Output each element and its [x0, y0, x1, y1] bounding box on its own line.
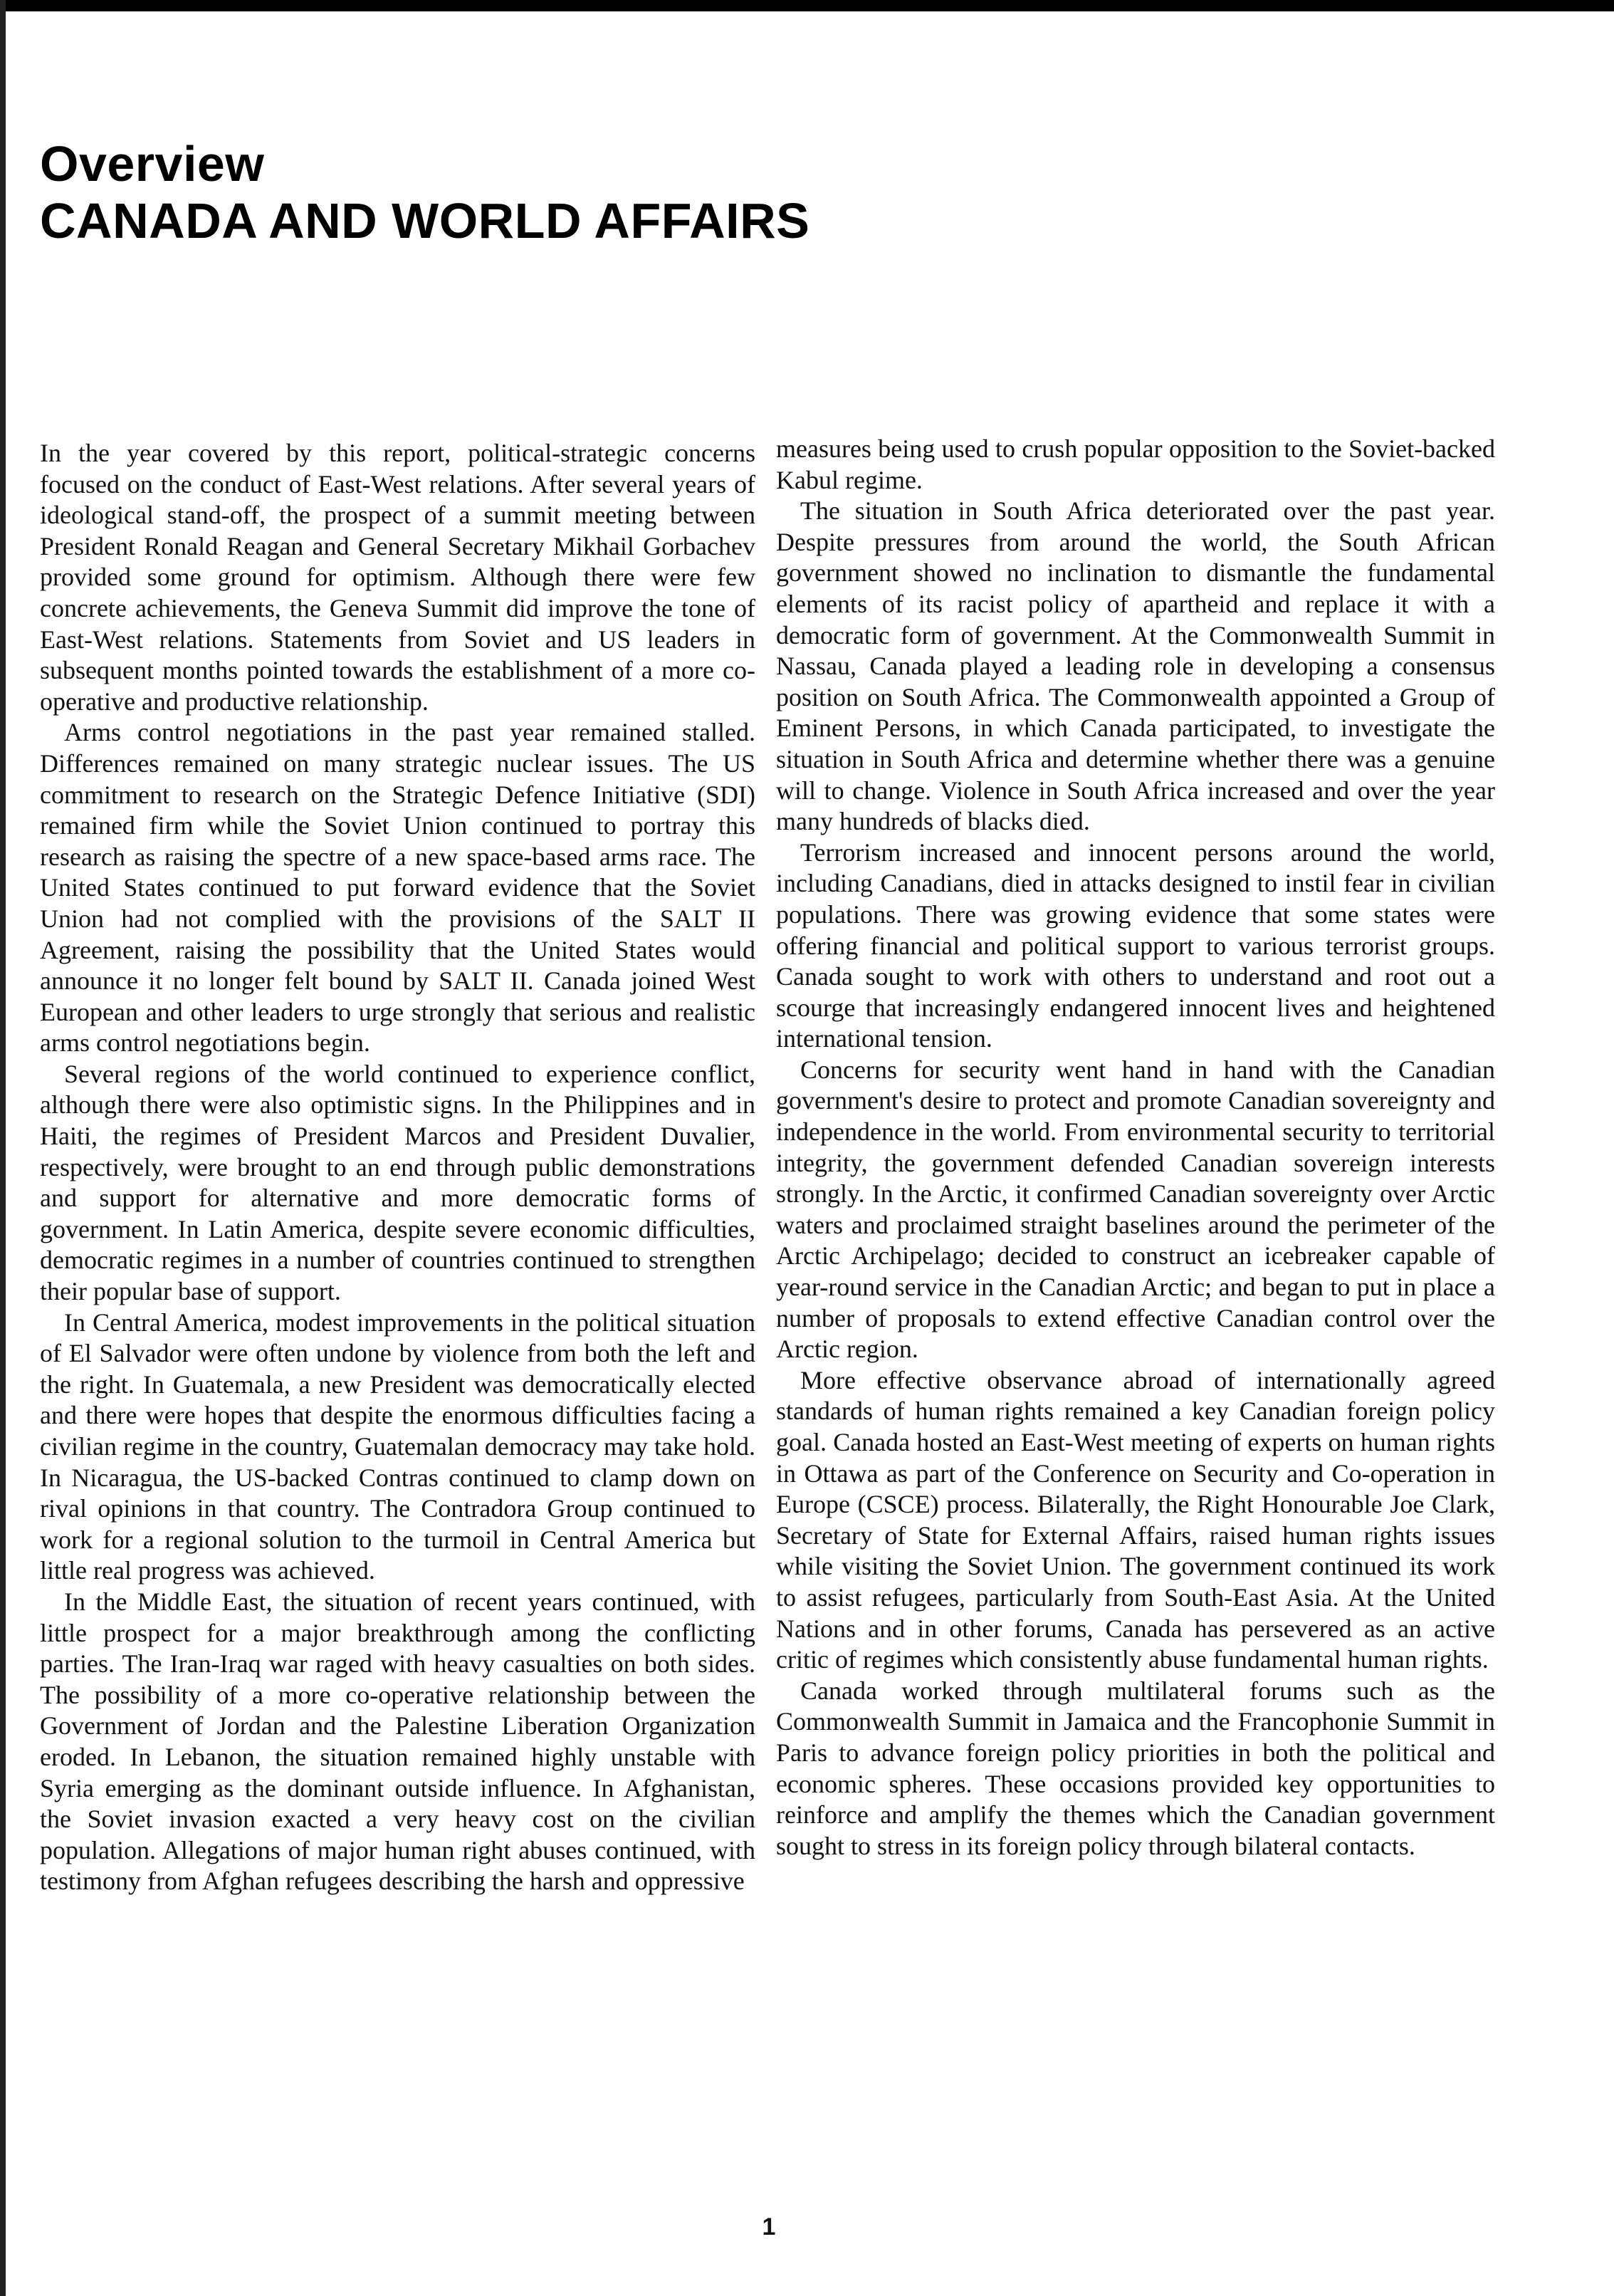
- paragraph-human-rights: More effective observance abroad of internationally agreed standards of human rights remained a key Canadian foreign policy goal. Canada hosted an East-West meeting of experts on human rights in Ottawa as part of the Conference on Security and Co-operation in Europe (CSCE) process. Bilaterally, the Right Honourable Joe Clark, Secretary of State for External Affairs, raised human rights issues while visiting the Soviet Union. The government continued its work to assist refugees, particularly from South-East Asia. At the United Nations and in other forums, Canada has persevered as an active critic of regimes which consistently abuse fundamental human rights.: [776, 1365, 1495, 1674]
- page-header: [40, 135, 809, 249]
- paragraph-east-west: In the year covered by this report, political-strategic concerns focused on the conduct of East-West relations. After several years of ideological stand-off, the prospect of a summit meeting between President Ronald Reagan and General Secretary Mikhail Gorbachev provided some ground for optimism. Although there were few concrete achievements, the Geneva Summit did improve the tone of East-West relations. Statements from Soviet and US leaders in subsequent months pointed towards the establishment of a more co-operative and productive relationship.: [40, 439, 755, 716]
- right-column: [776, 434, 1495, 1862]
- page-number: 1: [762, 2213, 776, 2240]
- paragraph-sovereignty: Concerns for security went hand in hand with the Canadian government's desire to protect and promote Canadian sovereignty and independence in the world. From environmental security to territorial integrity, the government defended Canadian sovereign interests strongly. In the Arctic, it confirmed Canadian sovereignty over Arctic waters and proclaimed straight baselines around the perimeter of the Arctic Archipelago; decided to construct an icebreaker capable of year-round service in the Canadian Arctic; and began to put in place a number of proposals to extend effective Canadian control over the Arctic region.: [776, 1055, 1495, 1364]
- paragraph-arms-control: Arms control negotiations in the past year remained stalled. Differences remained on many strategic nuclear issues. The US commitment to research on the Strategic Defence Initiative (SDI) remained firm while the Soviet Union continued to portray this research as raising the spectre of a new space-based arms race. The United States continued to put forward evidence that the Soviet Union had not complied with the provisions of the SALT II Agreement, raising the possibility that the United States would announce it no longer felt bound by SALT II. Canada joined West European and other leaders to urge strongly that serious and realistic arms control negotiations begin.: [40, 718, 755, 1058]
- paragraph-terrorism: Terrorism increased and innocent persons around the world, including Canadians, died in attacks designed to instil fear in civilian populations. There was growing evidence that some states were offering financial and political support to various terrorist groups. Canada sought to work with others to understand and root out a scourge that increasingly endangered innocent lives and heightened international tension.: [776, 837, 1495, 1053]
- page-subtitle: CANADA AND WORLD AFFAIRS: [40, 193, 810, 249]
- page-title: Overview: [40, 136, 265, 192]
- paragraph-afghanistan-continued: measures being used to crush popular opposition to the Soviet-backed Kabul regime.: [776, 434, 1495, 494]
- paragraph-multilateral: Canada worked through multilateral forums such as the Commonwealth Summit in Jamaica and the Francophonie Summit in Paris to advance foreign policy priorities in both the political and economic spheres. These occasions provided key opportunities to reinforce and amplify the themes which the Canadian government sought to stress in its foreign policy through bilateral contacts.: [776, 1676, 1495, 1860]
- paragraph-regional-conflict: Several regions of the world continued to experience conflict, although there were also optimistic signs. In the Philippines and in Haiti, the regimes of President Marcos and President Duvalier, respectively, were brought to an end through public demonstrations and support for alternative and more democratic forms of government. In Latin America, despite severe economic difficulties, democratic regimes in a number of countries continued to strengthen their popular base of support.: [40, 1059, 755, 1306]
- top-border: [0, 0, 1614, 11]
- paragraph-middle-east: In the Middle East, the situation of recent years continued, with little prospect for a major breakthrough among the conflicting parties. The Iran-Iraq war raged with heavy casualties on both sides. The possibility of a more co-operative relationship between the Government of Jordan and the Palestine Liberation Organization eroded. In Lebanon, the situation remained highly unstable with Syria emerging as the dominant outside influence. In Afghanistan, the Soviet invasion exacted a very heavy cost on the civilian population. Allegations of major human right abuses continued, with testimony from Afghan refugees describing the harsh and oppressive: [40, 1587, 755, 1896]
- left-border: [0, 0, 6, 2296]
- paragraph-central-america: In Central America, modest improvements in the political situation of El Salvador were often undone by violence from both the left and the right. In Guatemala, a new President was democratically elected and there were hopes that despite the enormous difficulties facing a civilian regime in the country, Guatemalan democracy may take hold. In Nicaragua, the US-backed Contras continued to clamp down on rival opinions in that country. The Contradora Group continued to work for a regional solution to the turmoil in Central America but little real progress was achieved.: [40, 1308, 755, 1585]
- left-column: [40, 438, 755, 1897]
- paragraph-south-africa: The situation in South Africa deteriorated over the past year. Despite pressures from around the world, the South African government showed no inclination to dismantle the fundamental elements of its racist policy of apartheid and replace it with a democratic form of government. At the Commonwealth Summit in Nassau, Canada played a leading role in developing a consensus position on South Africa. The Commonwealth appointed a Group of Eminent Persons, in which Canada participated, to investigate the situation in South Africa and determine whether there was a genuine will to change. Violence in South Africa increased and over the year many hundreds of blacks died.: [776, 496, 1495, 836]
